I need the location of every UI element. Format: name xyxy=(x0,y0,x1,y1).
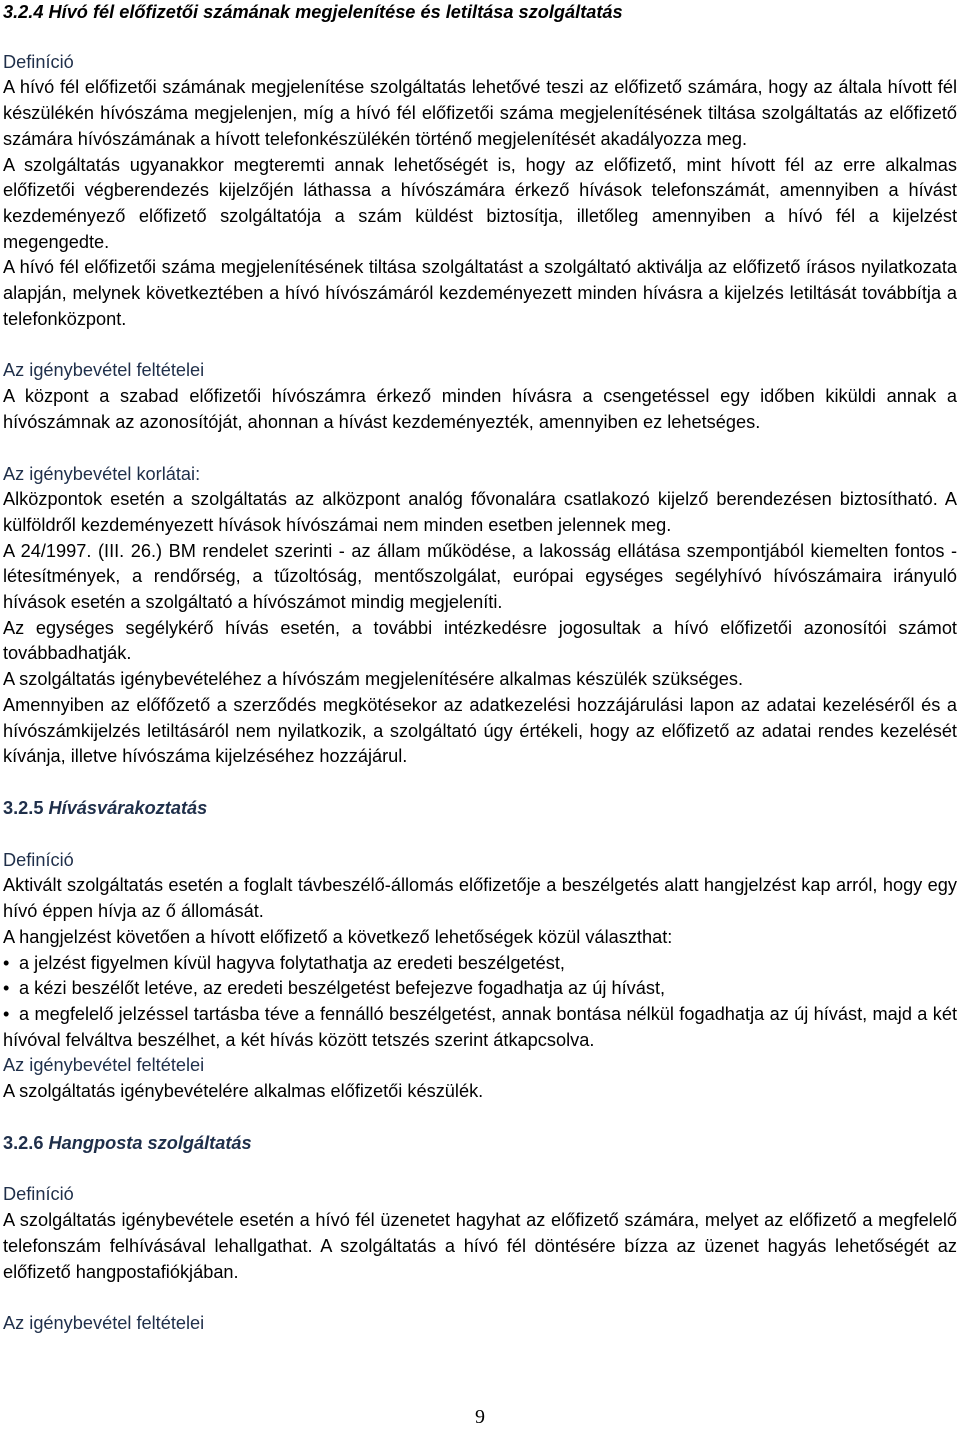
section-title-text: Hívó fél előfizetői számának megjelenítése és letiltása szolgáltatás xyxy=(43,2,623,22)
section-number: 3.2.5 xyxy=(3,797,44,818)
paragraph: Aktivált szolgáltatás esetén a foglalt távbeszélő-állomás előfizetője a beszélgetés alatt hangjelzést kap arról, hogy egy hívó éppen hívja az ő állomását. xyxy=(3,875,957,922)
section-number: 3.2.6 xyxy=(3,1132,44,1153)
definition-heading: Definíció xyxy=(3,849,74,870)
conditions-heading: Az igénybevétel feltételei xyxy=(3,1055,205,1076)
paragraph: Amennyiben az előfőzető a szerződés megkötésekor az adatkezelési hozzájárulási lapon az adatai kezeléséről és a hívószámkijelzés letiltásáról nem nyilatkozik, a szolgáltató úgy értékeli, hogy az előfizető az adatai rendes kezelését kívánja, illetve hívószáma kijelzéséhez hozzájárul. xyxy=(3,694,957,767)
paragraph: A hangjelzést követően a hívott előfizető a következő lehetőségek közül választhat: xyxy=(3,926,673,947)
section-title-3-2-5 xyxy=(3,796,957,822)
page-number: 9 xyxy=(475,1406,485,1428)
bullet-icon: • xyxy=(3,978,10,999)
paragraph: A szolgáltatás ugyanakkor megteremti annak lehetőségét is, hogy az előfizető, mint hívott fél az erre alkalmas előfizetői végberendezés kijelzőjén láthassa a hívószámára érkező hívások telefonszámát, amennyiben a hívást kezdeményező előfizető szolgáltatója a szám küldést biztosítja, illetőleg amennyiben a hívó fél a kijelzést megengedte. xyxy=(3,154,957,252)
definition-heading: Definíció xyxy=(3,1184,74,1205)
paragraph: A 24/1997. (III. 26.) BM rendelet szerinti - az állam működése, a lakosság ellátása szempontjából kiemelten fontos - létesítmények, a rendőrség, a tűzoltóság, mentőszolgálat, európai egységes segélyhívó hívószámaira irányuló hívások esetén a szolgáltató a hívószámot mindig megjeleníti. xyxy=(3,540,957,613)
document-page xyxy=(3,0,957,1337)
section-title-text: Hangposta szolgáltatás xyxy=(43,1132,252,1153)
paragraph: A szolgáltatás igénybevételére alkalmas előfizetői készülék. xyxy=(3,1081,484,1102)
paragraph: A szolgáltatás igénybevételéhez a hívószám megjelenítésére alkalmas készülék szükséges. xyxy=(3,669,744,690)
list-item: • a jelzést figyelmen kívül hagyva folytathatja az eredeti beszélgetést, xyxy=(3,951,957,977)
section-title-3-2-6 xyxy=(3,1131,957,1157)
paragraph: A hívó fél előfizetői száma megjelenítésének tiltása szolgáltatást a szolgáltató aktiválja az előfizető írásos nyilatkozata alapján, melynek következtében a hívó hívószámáról kezdeményezett minden hívásra a kijelzés letiltását továbbítja a telefonközpont. xyxy=(3,257,957,329)
section-title-text: Hívásvárakoztatás xyxy=(43,797,208,818)
conditions-heading: Az igénybevétel feltételei xyxy=(3,1313,205,1334)
definition-heading: Definíció xyxy=(3,51,74,72)
paragraph: Az egységes segélykérő hívás esetén, a további intézkedésre jogosultak a hívó előfizetői azonosítói számot továbbadhatják. xyxy=(3,617,957,664)
paragraph: A központ a szabad előfizetői hívószámra érkező minden hívásra a csengetéssel egy időben kiküldi annak a hívószámnak az azonosítóját, ahonnan a hívást kezdeményezték, amennyiben ez lehetséges. xyxy=(3,386,957,432)
paragraph: A hívó fél előfizetői számának megjelenítése szolgáltatás lehetővé teszi az előfizető számára, hogy az általa hívott fél készülékén hívószáma megjelenjen, míg a hívó fél előfizetői száma megjelenítésének tiltása szolgáltatás az előfizető számára hívószámának a hívott telefonkészülékén történő megjelenítését akadályozza meg. xyxy=(3,77,957,149)
section-number: 3.2.4 xyxy=(3,2,44,22)
section-title-3-2-4 xyxy=(3,0,957,26)
limits-heading: Az igénybevétel korlátai: xyxy=(3,463,201,484)
paragraph: A szolgáltatás igénybevétele esetén a hívó fél üzenetet hagyhat az előfizető számára, melyet az előfizető a megfelelő telefonszám felhívásával lehallgathat. A szolgáltatás a hívó fél döntésére bízza az üzenet hagyás lehetőségét az előfizető hangpostafiókjában. xyxy=(3,1210,957,1282)
list-item: • a megfelelő jelzéssel tartásba téve a fennálló beszélgetést, annak bontása nélkül fogadhatja az új hívást, majd a két hívóval felváltva beszélhet, a két hívás között tetszés szerint átkapcsolva. xyxy=(3,1003,957,1050)
bullet-icon: • xyxy=(3,1003,10,1024)
conditions-heading: Az igénybevétel feltételei xyxy=(3,360,205,381)
paragraph: Alközpontok esetén a szolgáltatás az alközpont analóg fővonalára csatlakozó kijelző berendezésen biztosítható. A külföldről kezdeményezett hívások hívószámai nem minden esetben jelennek meg. xyxy=(3,489,957,535)
list-item: • a kézi beszélőt letéve, az eredeti beszélgetést befejezve fogadhatja az új hívást, xyxy=(3,976,957,1002)
bullet-icon: • xyxy=(3,952,10,973)
